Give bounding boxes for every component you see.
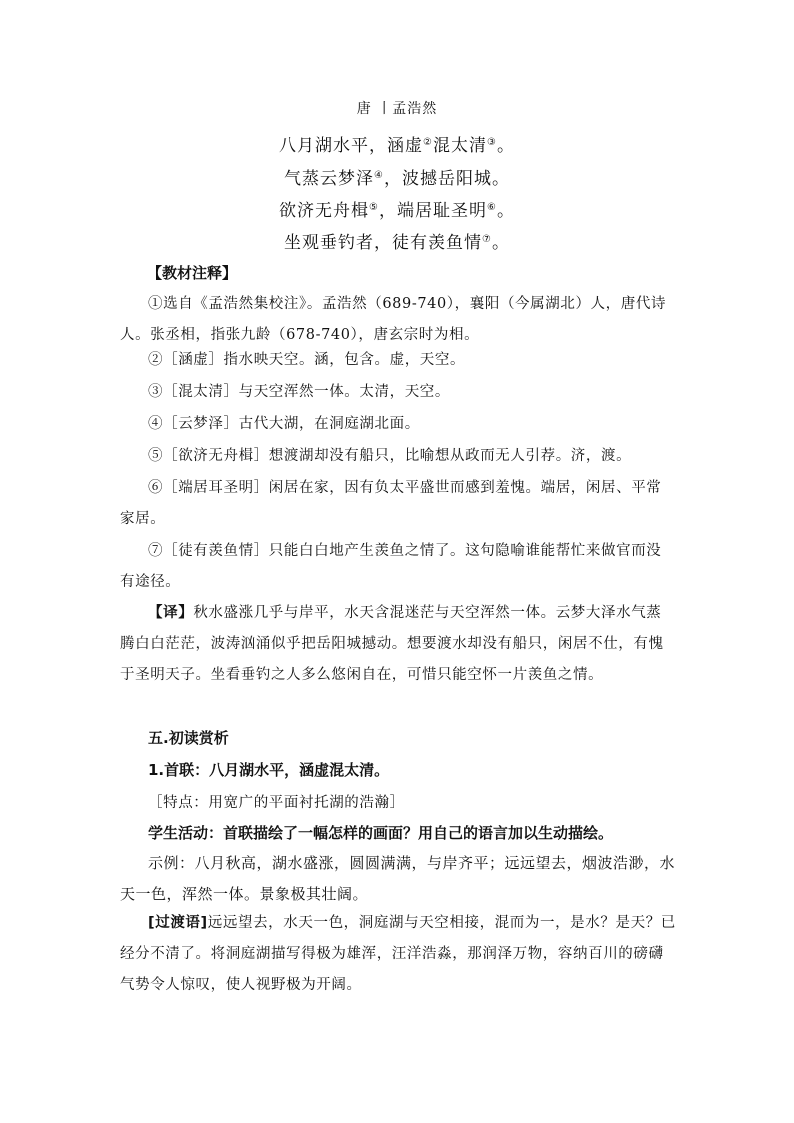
translation-label: 【译】 <box>148 605 194 621</box>
translation-text: 秋水盛涨几乎与岸平，水天含混迷茫与天空浑然一体。云梦大泽水气蒸腾白白茫茫，波涛汹涌似乎把岳阳城撼动。想要渡水却没有船只，闲居不仕，有愧于圣明天子。坐看垂钓之人多么悠闲自在，可惜只能空怀一片羡鱼之情。 <box>120 605 664 683</box>
note-marker: ⑥ <box>487 202 497 213</box>
note-marker: ⑦ <box>482 234 492 245</box>
note-item: ②［涵虚］指水映天空。涵，包含。虚，天空。 <box>148 352 466 368</box>
note-item: ③［混太清］与天空浑然一体。太清，天空。 <box>148 384 450 400</box>
note-item: ①选自《孟浩然集校注》。孟浩然（689-740），襄阳（今属湖北）人，唐代诗人。张丞相，指张九龄（678-740），唐玄宗时为相。 <box>120 296 667 343</box>
note-marker: ④ <box>374 170 384 181</box>
couplet-subheading: 1.首联：八月湖水平，涵虚混太清。 <box>148 761 390 779</box>
example-paragraph: 示例：八月秋高，湖水盛涨，圆圆满满，与岸齐平；远远望去，烟波浩渺，水天一色，浑然一体。景象极其壮阔。 <box>120 854 676 903</box>
notes-heading: 【教材注释】 <box>147 264 238 282</box>
poem-line-2: 气蒸云梦泽④，波撼岳阳城。 <box>284 169 510 189</box>
note-item: ⑤［欲济无舟楫］想渡湖却没有船只，比喻想从政而无人引荐。济，渡。 <box>148 448 632 464</box>
note-item: ⑦［徒有羡鱼情］只能白白地产生羡鱼之情了。这句隐喻谁能帮忙来做官而没有途径。 <box>120 543 662 590</box>
transition-paragraph <box>120 908 676 1001</box>
appreciation-heading: 五.初读赏析 <box>148 729 229 747</box>
feature-note: ［特点：用宽广的平面衬托湖的浩瀚］ <box>148 795 405 811</box>
poem-line-1: 八月湖水平，涵虚②混太清③。 <box>279 136 515 156</box>
note-marker: ⑤ <box>369 202 379 213</box>
translation-paragraph <box>120 598 676 691</box>
student-activity: 学生活动：首联描绘了一幅怎样的画面？用自己的语言加以生动描绘。 <box>148 824 614 842</box>
poem-line-3: 欲济无舟楫⑤，端居耻圣明⑥。 <box>279 201 515 221</box>
transition-label: [过渡语] <box>148 915 208 931</box>
poem-author-line: 唐 丨孟浩然 <box>356 101 438 117</box>
note-item: ④［云梦泽］古代大湖，在洞庭湖北面。 <box>148 416 420 432</box>
poem-line-4: 坐观垂钓者，徒有羡鱼情⑦。 <box>284 233 510 253</box>
transition-text: 远远望去，水天一色，洞庭湖与天空相接，混而为一，是水？是天？已经分不清了。将洞庭湖描写得极为雄浑，汪洋浩淼，那润泽万物，容纳百川的磅礴气势令人惊叹，使人视野极为开阔。 <box>120 915 676 993</box>
note-item: ⑥［端居耳圣明］闲居在家，因有负太平盛世而感到羞愧。端居，闲居、平常家居。 <box>120 480 662 527</box>
note-marker: ③ <box>487 137 497 148</box>
note-marker: ② <box>423 137 433 148</box>
